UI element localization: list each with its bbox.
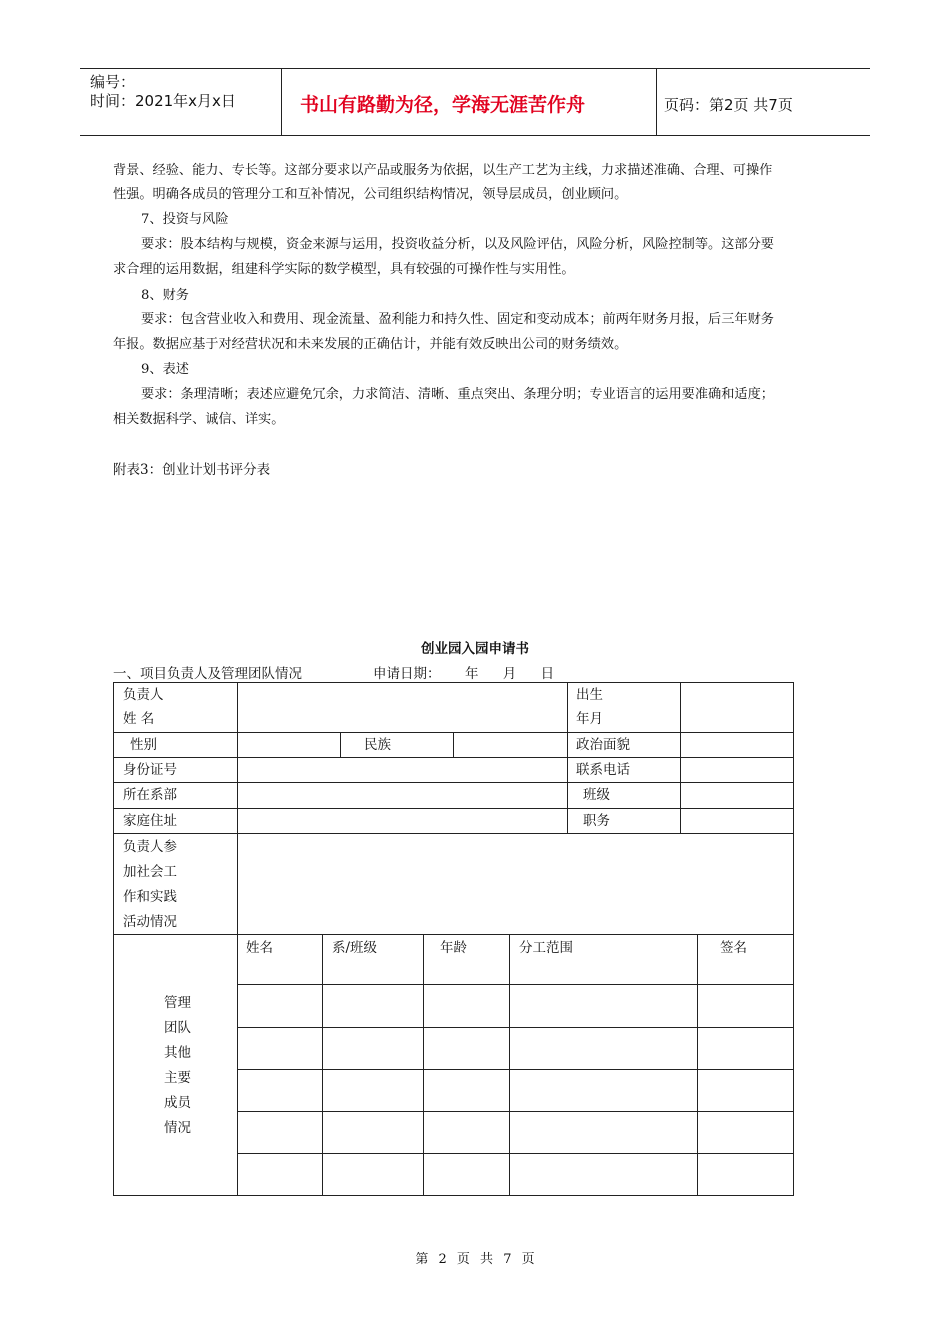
team-label-2: 团队 bbox=[164, 1020, 191, 1036]
header-divider-right bbox=[656, 68, 657, 136]
row-line bbox=[113, 757, 794, 758]
social-activity-label-3: 作和实践 bbox=[123, 889, 177, 905]
gender-label: 性别 bbox=[130, 737, 157, 753]
team-col-name: 姓名 bbox=[246, 940, 273, 956]
ethnicity-label: 民族 bbox=[364, 737, 391, 753]
header-divider-left bbox=[281, 68, 282, 136]
heading-expression: 9、表述 bbox=[141, 362, 189, 377]
col-line bbox=[567, 682, 568, 833]
id-number-label: 身份证号 bbox=[123, 762, 177, 778]
page-indicator: 页码：第2页 共7页 bbox=[664, 96, 793, 114]
team-col-duty: 分工范围 bbox=[519, 940, 573, 956]
birth-label-line1: 出生 bbox=[576, 687, 603, 703]
paragraph-team-line1: 背景、经验、能力、专长等。这部分要求以产品或服务为依据，以生产工艺为主线，力求描述准确、合理、可操作 bbox=[113, 163, 773, 178]
social-activity-label-4: 活动情况 bbox=[123, 914, 177, 930]
position-label: 职务 bbox=[583, 813, 610, 829]
col-line bbox=[453, 732, 454, 757]
col-line bbox=[680, 682, 681, 833]
paragraph-investment-line1: 要求：股本结构与规模，资金来源与运用，投资收益分析，以及风险评估，风险分析，风险控制等。这部分要 bbox=[141, 237, 774, 252]
page-footer: 第 2 页 共 7 页 bbox=[415, 1252, 535, 1267]
row-line bbox=[113, 782, 794, 783]
team-col-age: 年龄 bbox=[440, 940, 467, 956]
doc-time-label: 时间：2021年x月x日 bbox=[90, 92, 236, 110]
team-col-signature: 签名 bbox=[720, 940, 747, 956]
row-line bbox=[237, 1153, 794, 1154]
col-line bbox=[509, 934, 510, 1195]
row-line bbox=[113, 1195, 794, 1196]
header-motto: 书山有路勤为径，学海无涯苦作舟 bbox=[300, 94, 586, 116]
form-title: 创业园入园申请书 bbox=[421, 641, 529, 657]
paragraph-investment-line2: 求合理的运用数据，组建科学实际的数学模型，具有较强的可操作性与实用性。 bbox=[113, 262, 575, 277]
header-top-rule bbox=[80, 68, 870, 69]
social-activity-label-1: 负责人参 bbox=[123, 839, 177, 855]
social-activity-label-2: 加社会工 bbox=[123, 864, 177, 880]
paragraph-expression-line2: 相关数据科学、诚信、详实。 bbox=[113, 412, 285, 427]
phone-label: 联系电话 bbox=[576, 762, 630, 778]
paragraph-finance-line2: 年报。数据应基于对经营状况和未来发展的正确估计，并能有效反映出公司的财务绩效。 bbox=[113, 337, 628, 352]
row-line bbox=[113, 934, 794, 935]
paragraph-finance-line1: 要求：包含营业收入和费用、现金流量、盈利能力和持久性、固定和变动成本；前两年财务月报，后三年财务 bbox=[141, 312, 774, 327]
heading-finance: 8、财务 bbox=[141, 288, 189, 303]
political-status-label: 政治面貌 bbox=[576, 737, 630, 753]
row-line bbox=[237, 1069, 794, 1070]
leader-label-line1: 负责人 bbox=[123, 687, 164, 703]
team-label-4: 主要 bbox=[164, 1070, 191, 1086]
row-line bbox=[113, 833, 794, 834]
doc-number-label: 编号： bbox=[90, 73, 136, 91]
row-line bbox=[113, 808, 794, 809]
address-label: 家庭住址 bbox=[123, 813, 177, 829]
department-label: 所在系部 bbox=[123, 787, 177, 803]
paragraph-team-line2: 性强。明确各成员的管理分工和互补情况，公司组织结构情况，领导层成员，创业顾问。 bbox=[113, 187, 628, 202]
team-label-3: 其他 bbox=[164, 1045, 191, 1061]
apply-date-label: 申请日期： bbox=[373, 666, 441, 682]
class-label: 班级 bbox=[583, 787, 610, 803]
row-line bbox=[113, 682, 794, 683]
row-line bbox=[237, 1027, 794, 1028]
apply-date-units: 年 月 日 bbox=[465, 666, 555, 682]
section-label: 一、项目负责人及管理团队情况 bbox=[113, 666, 302, 682]
header-bottom-rule bbox=[80, 135, 870, 136]
team-col-class: 系/班级 bbox=[332, 940, 378, 956]
attachment-label: 附表3：创业计划书评分表 bbox=[113, 462, 271, 478]
col-line bbox=[423, 934, 424, 1195]
col-line bbox=[322, 934, 323, 1195]
paragraph-expression-line1: 要求：条理清晰；表述应避免冗余，力求简洁、清晰、重点突出、条理分明；专业语言的运用要准确和适度； bbox=[141, 387, 774, 402]
team-label-1: 管理 bbox=[164, 995, 191, 1011]
team-label-5: 成员 bbox=[164, 1095, 191, 1111]
col-line bbox=[237, 682, 238, 1195]
col-line bbox=[697, 934, 698, 1195]
col-line bbox=[793, 682, 794, 1195]
birth-label-line2: 年月 bbox=[576, 711, 603, 727]
team-label-6: 情况 bbox=[164, 1120, 191, 1136]
row-line bbox=[237, 1111, 794, 1112]
col-line bbox=[340, 732, 341, 757]
row-line bbox=[237, 984, 794, 985]
col-line bbox=[113, 682, 114, 1195]
heading-investment-risk: 7、投资与风险 bbox=[141, 212, 229, 227]
leader-label-line2: 姓 名 bbox=[123, 711, 155, 727]
